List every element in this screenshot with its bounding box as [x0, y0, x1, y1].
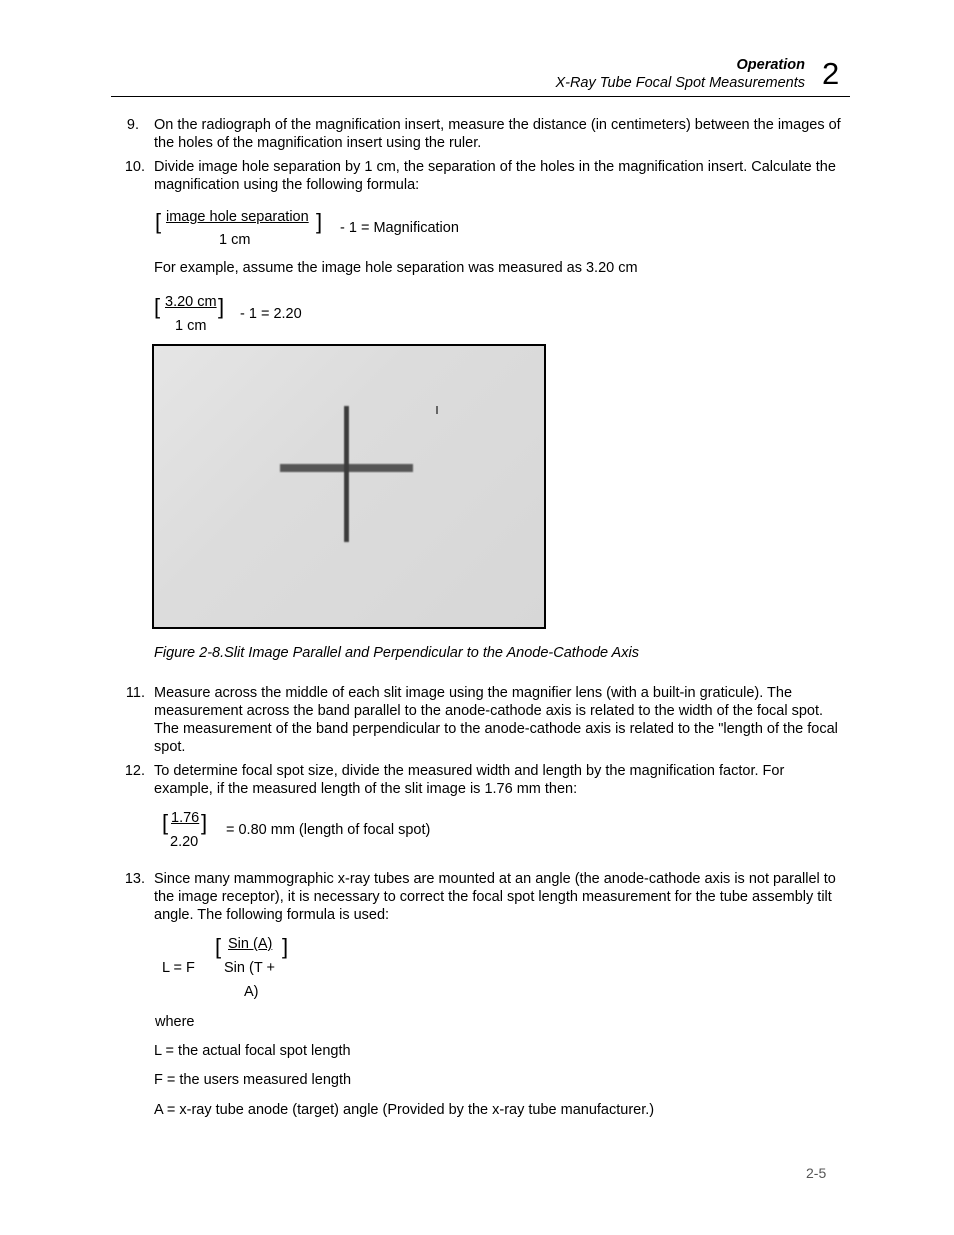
step-9-text: On the radiograph of the magnification insert, measure the distance (in centimeters) between the images of the holes of the magnification insert using the ruler. [154, 117, 841, 151]
formula-focal-length [162, 806, 462, 851]
formula-4-denominator-line-2: A) [244, 984, 259, 1000]
figure-caption: Figure 2-8.Slit Image Parallel and Perpendicular to the Anode-Cathode Axis [154, 645, 639, 661]
formula-4-denominator-line-1: Sin (T + [224, 960, 275, 976]
vertical-slit [344, 406, 349, 542]
formula-1-bracket-open: [ [155, 209, 162, 234]
header-divider [111, 96, 850, 97]
formula-3-result: = 0.80 mm (length of focal spot) [226, 822, 431, 838]
formula-magnification [155, 205, 495, 250]
step-12-number: 12. [124, 763, 145, 779]
formula-1-denominator: 1 cm [219, 232, 251, 248]
step-13-number: 13. [124, 871, 145, 887]
formula-3-bracket-close: ] [201, 810, 208, 835]
slit-cross-image [154, 346, 544, 627]
formula-2-numerator: 3.20 cm [165, 294, 217, 310]
definition-A: A = x-ray tube anode (target) angle (Provided by the x-ray tube manufacturer.) [154, 1102, 655, 1118]
formula-tilt-correction [160, 932, 320, 1007]
example-text: For example, assume the image hole separation was measured as 3.20 cm [154, 260, 638, 276]
step-9-number: 9. [126, 117, 139, 133]
formula-4-bracket-open: [ [215, 934, 222, 959]
formula-3-denominator: 2.20 [170, 834, 199, 850]
formula-4-lhs: L = F [162, 960, 195, 976]
header-section-title: Operation [736, 57, 805, 73]
header-subsection-title: X-Ray Tube Focal Spot Measurements [555, 75, 805, 91]
definition-L: L = the actual focal spot length [154, 1043, 351, 1059]
step-13-text: Since many mammographic x-ray tubes are mounted at an angle (the anode-cathode axis is not parallel to the image receptor), it is necessary to correct the focal spot length measurement for the tube assembly tilt angle. The following formula is used: [154, 871, 836, 923]
formula-4-numerator: Sin (A) [228, 936, 273, 952]
formula-2-bracket-open: [ [154, 294, 161, 319]
formula-2-denominator: 1 cm [175, 318, 207, 334]
slit-image-photo [152, 344, 546, 629]
formula-2-bracket-close: ] [218, 294, 225, 319]
formula-3-numerator: 1.76 [171, 810, 200, 826]
step-11-text: Measure across the middle of each slit image using the magnifier lens (with a built-in graticule). The measurement across the band parallel to the anode-cathode axis is related to the width of the focal spot. The measurement of the band perpendicular to the anode-cathode axis is related to the "length of the focal spot. [154, 685, 838, 755]
formula-example-magnification [154, 290, 354, 335]
chapter-number: 2 [822, 56, 840, 91]
definitions-where: where [155, 1014, 195, 1030]
page-number: 2-5 [806, 1165, 827, 1181]
formula-1-bracket-close: ] [316, 209, 323, 234]
definition-F: F = the users measured length [154, 1072, 352, 1088]
step-10-text: Divide image hole separation by 1 cm, the separation of the holes in the magnification insert. Calculate the magnification using the following formula: [154, 159, 836, 193]
formula-3-bracket-open: [ [162, 810, 169, 835]
step-12-text: To determine focal spot size, divide the measured width and length by the magnification factor. For example, if the measured length of the slit image is 1.76 mm then: [154, 763, 785, 797]
step-11-number: 11. [125, 685, 145, 701]
step-10-number: 10. [124, 159, 145, 175]
formula-1-result: - 1 = Magnification [340, 220, 459, 236]
formula-1-numerator: image hole separation [166, 209, 309, 225]
speck-mark [436, 406, 438, 414]
formula-4-bracket-close: ] [282, 934, 289, 959]
formula-2-result: - 1 = 2.20 [240, 306, 302, 322]
